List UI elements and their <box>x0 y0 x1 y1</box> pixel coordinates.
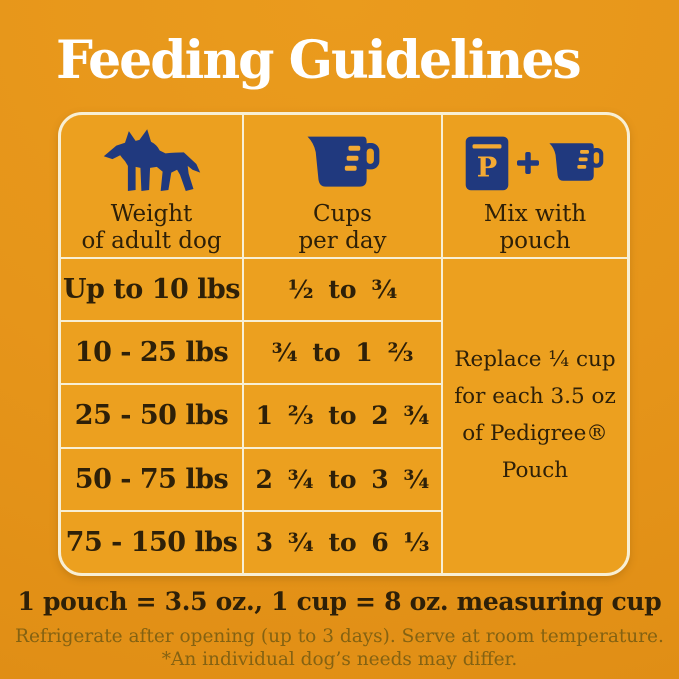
weight-cell-row1: Up to 10 lbs <box>61 259 242 320</box>
svg-text:P: P <box>476 151 498 184</box>
weight-cell-row2: 10 - 25 lbs <box>61 322 242 383</box>
cups-cell-row4: 2 ¾ to 3 ¾ <box>244 449 441 510</box>
pouch-plus-cup-icon <box>464 125 606 201</box>
cups-cell-row1: ½ to ¾ <box>244 259 441 320</box>
plus-icon <box>517 152 539 174</box>
weight-cell-row3: 25 - 50 lbs <box>61 385 242 446</box>
mix-note-cell: Replace ¼ cup for each 3.5 oz of Pedigree® Pouch <box>443 259 627 573</box>
feeding-table <box>58 112 630 576</box>
cups-cell-row5: 3 ¾ to 6 ⅓ <box>244 512 441 573</box>
disclaimer-note: *An individual dog’s needs may differ. <box>161 649 518 670</box>
header-weight <box>61 115 242 257</box>
equivalence-note: 1 pouch = 3.5 oz., 1 cup = 8 oz. measuring cup <box>17 587 662 616</box>
weight-cell-row4: 50 - 75 lbs <box>61 449 242 510</box>
dog-icon <box>98 125 206 201</box>
small-measuring-cup-icon <box>546 139 606 187</box>
weight-cell-row5: 75 - 150 lbs <box>61 512 242 573</box>
cups-cell-row2: ¾ to 1 ⅔ <box>244 322 441 383</box>
storage-note: Refrigerate after opening (up to 3 days). Serve at room temperature. <box>15 626 664 647</box>
cups-cell-row3: 1 ⅔ to 2 ¾ <box>244 385 441 446</box>
header-cups <box>244 115 441 257</box>
header-cups-label: Cups per day <box>298 200 387 254</box>
header-mix <box>443 115 627 257</box>
measuring-cup-icon <box>303 125 383 201</box>
page-title: Feeding Guidelines <box>56 30 580 91</box>
pouch-icon <box>464 133 510 193</box>
header-weight-label: Weight of adult dog <box>81 200 222 254</box>
header-mix-label: Mix with pouch <box>483 200 587 254</box>
